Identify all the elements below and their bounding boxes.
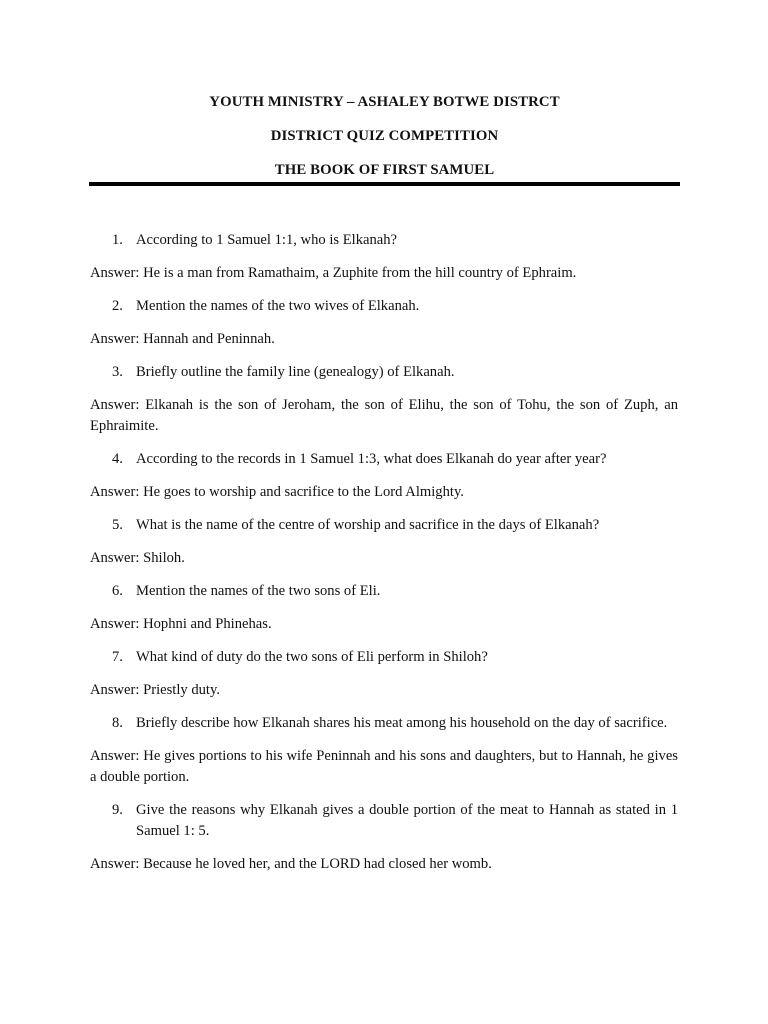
quiz-content: [90, 230, 678, 887]
answer-text: Answer: Because he loved her, and the LORD had closed her womb.: [90, 856, 492, 872]
answer-text: Answer: Shiloh.: [90, 550, 185, 566]
question-number: 2.: [112, 298, 123, 314]
header-book-title: THE BOOK OF FIRST SAMUEL: [274, 162, 495, 178]
question-item: [90, 296, 678, 317]
header-ministry-title: YOUTH MINISTRY – ASHALEY BOTWE DISTRCT: [209, 94, 560, 110]
answer-text: Answer: Hannah and Peninnah.: [90, 331, 275, 347]
question-item: [90, 362, 678, 383]
question-number: 7.: [112, 649, 123, 665]
question-text: Give the reasons why Elkanah gives a double portion of the meat to Hannah as stated in 1 Samuel 1: 5.: [136, 802, 678, 839]
question-number: 4.: [112, 451, 123, 467]
question-number: 6.: [112, 583, 123, 599]
question-text: According to the records in 1 Samuel 1:3, what does Elkanah do year after year?: [136, 451, 607, 467]
question-number: 3.: [112, 364, 123, 380]
header-competition-title: DISTRICT QUIZ COMPETITION: [270, 128, 499, 144]
answer-text: Answer: Hophni and Phinehas.: [90, 616, 272, 632]
question-number: 9.: [112, 802, 123, 818]
answer-text: Answer: Priestly duty.: [90, 682, 220, 698]
question-text: Mention the names of the two wives of Elkanah.: [136, 298, 420, 314]
question-text: According to 1 Samuel 1:1, who is Elkanah?: [136, 232, 398, 248]
answer-text: Answer: Elkanah is the son of Jeroham, the son of Elihu, the son of Tohu, the son of Zuph, an Ephraimite.: [90, 397, 678, 434]
question-item: [90, 800, 678, 842]
question-item: [90, 515, 678, 536]
answer-text: Answer: He goes to worship and sacrifice to the Lord Almighty.: [90, 484, 464, 500]
question-number: 5.: [112, 517, 123, 533]
question-item: [90, 713, 678, 734]
question-text: Mention the names of the two sons of Eli.: [136, 583, 381, 599]
question-number: 8.: [112, 715, 123, 731]
question-text: Briefly describe how Elkanah shares his meat among his household on the day of sacrifice.: [136, 715, 668, 731]
question-text: Briefly outline the family line (genealogy) of Elkanah.: [136, 364, 455, 380]
question-item: [90, 449, 678, 470]
question-item: [90, 647, 678, 668]
document-header: [90, 91, 679, 193]
question-item: [90, 230, 678, 251]
question-text: What is the name of the centre of worship and sacrifice in the days of Elkanah?: [136, 517, 600, 533]
question-item: [90, 581, 678, 602]
answer-text: Answer: He is a man from Ramathaim, a Zuphite from the hill country of Ephraim.: [90, 265, 577, 281]
header-divider: [89, 182, 680, 186]
answer-text: Answer: He gives portions to his wife Peninnah and his sons and daughters, but to Hannah, he gives a double portion.: [90, 748, 678, 785]
question-text: What kind of duty do the two sons of Eli perform in Shiloh?: [136, 649, 488, 665]
question-number: 1.: [112, 232, 123, 248]
